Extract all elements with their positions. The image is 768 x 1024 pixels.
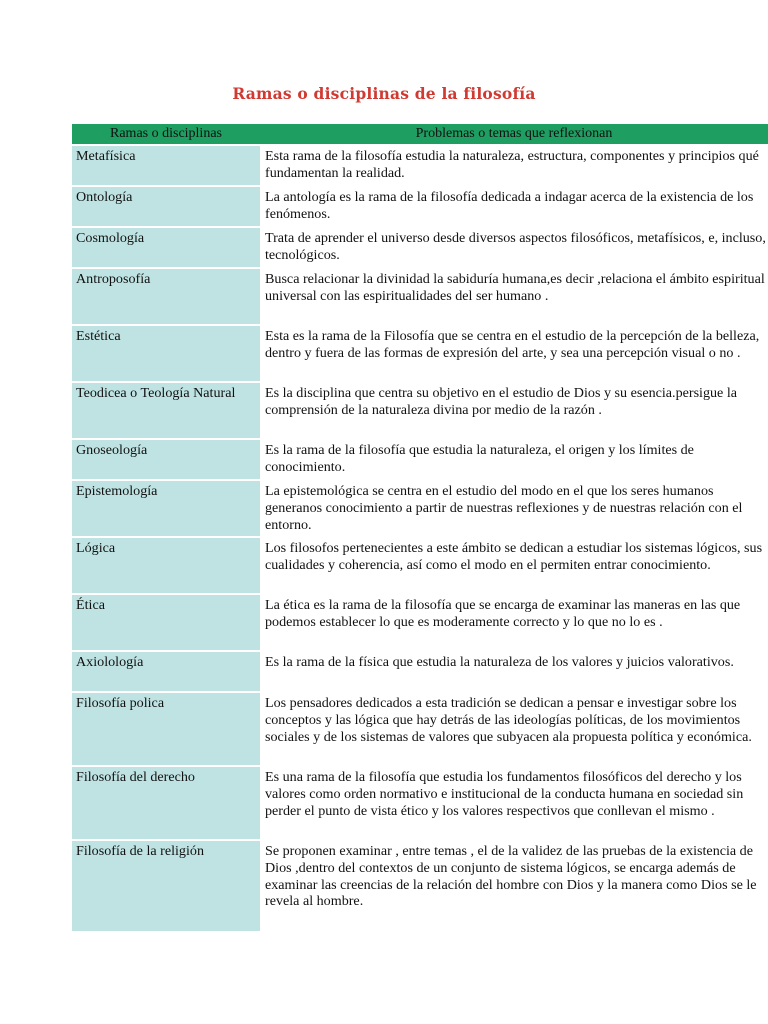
topic-cell: La ética es la rama de la filosofía que se encarga de examinar las maneras en las que podemos establecer lo que es moderamente correcto y lo que no lo es . bbox=[260, 595, 768, 650]
topic-cell: Esta rama de la filosofía estudia la naturaleza, estructura, componentes y principios qué fundamentan la realidad. bbox=[260, 146, 768, 185]
branch-cell: Teodicea o Teología Natural bbox=[72, 383, 260, 438]
table-body bbox=[72, 146, 768, 931]
table-row bbox=[72, 187, 768, 226]
branch-cell: Filosofía polica bbox=[72, 693, 260, 765]
disciplines-table bbox=[72, 122, 768, 933]
topic-cell: Los filosofos pertenecientes a este ámbito se dedican a estudiar los sistemas lógicos, sus cualidades y coherencia, así como el modo en el permiten entrar conocimiento. bbox=[260, 538, 768, 593]
header-branches: Ramas o disciplinas bbox=[72, 124, 260, 144]
table-header bbox=[72, 124, 768, 144]
table-row bbox=[72, 652, 768, 691]
table-row bbox=[72, 481, 768, 536]
branch-cell: Epistemología bbox=[72, 481, 260, 536]
topic-cell: Es una rama de la filosofía que estudia los fundamentos filosóficos del derecho y los valores como orden normativo e institucional de la conducta humana en sociedad sin perder el punto de vista ético y los valores respectivos que conllevan el mismo . bbox=[260, 767, 768, 839]
branch-cell: Gnoseología bbox=[72, 440, 260, 479]
table-row bbox=[72, 538, 768, 593]
topic-cell: La epistemológica se centra en el estudio del modo en el que los seres humanos generanos conocimiento a partir de nuestras reflexiones y de nuestras relación con el entorno. bbox=[260, 481, 768, 536]
branch-cell: Lógica bbox=[72, 538, 260, 593]
topic-cell: Esta es la rama de la Filosofía que se centra en el estudio de la percepción de la belleza, dentro y fuera de las formas de expresión del arte, y sea una percepción visual o no . bbox=[260, 326, 768, 381]
table-row bbox=[72, 693, 768, 765]
topic-cell: Los pensadores dedicados a esta tradición se dedican a pensar e investigar sobre los conceptos y las lógica que hay detrás de las ideologías políticas, de los movimientos sociales y de los sistemas de valores que subyacen ala propuesta política y económica. bbox=[260, 693, 768, 765]
table-row bbox=[72, 440, 768, 479]
table-row bbox=[72, 595, 768, 650]
branch-cell: Ontología bbox=[72, 187, 260, 226]
topic-cell: Es la disciplina que centra su objetivo en el estudio de Dios y su esencia.persigue la comprensión de la naturaleza divina por medio de la razón . bbox=[260, 383, 768, 438]
document-title: Ramas o disciplinas de la filosofía bbox=[232, 84, 536, 103]
table-row bbox=[72, 146, 768, 185]
topic-cell: Trata de aprender el universo desde diversos aspectos filosóficos, metafísicos, e, incluso, tecnológicos. bbox=[260, 228, 768, 267]
branch-cell: Filosofía de la religión bbox=[72, 841, 260, 931]
topic-cell: Es la rama de la física que estudia la naturaleza de los valores y juicios valorativos. bbox=[260, 652, 768, 691]
topic-cell: Busca relacionar la divinidad la sabiduría humana,es decir ,relaciona el ámbito espiritual universal con las espiritualidades del ser humano . bbox=[260, 269, 768, 324]
table-row bbox=[72, 326, 768, 381]
branch-cell: Cosmología bbox=[72, 228, 260, 267]
branch-cell: Axiolología bbox=[72, 652, 260, 691]
branch-cell: Antroposofía bbox=[72, 269, 260, 324]
branch-cell: Estética bbox=[72, 326, 260, 381]
table-row bbox=[72, 841, 768, 931]
table-row bbox=[72, 228, 768, 267]
branch-cell: Ética bbox=[72, 595, 260, 650]
table-row bbox=[72, 767, 768, 839]
topic-cell: Es la rama de la filosofía que estudia la naturaleza, el origen y los límites de conocimiento. bbox=[260, 440, 768, 479]
branch-cell: Filosofía del derecho bbox=[72, 767, 260, 839]
table-row bbox=[72, 269, 768, 324]
header-topics: Problemas o temas que reflexionan bbox=[260, 124, 768, 144]
branch-cell: Metafísica bbox=[72, 146, 260, 185]
table-row bbox=[72, 383, 768, 438]
table-header-row bbox=[72, 124, 768, 144]
topic-cell: Se proponen examinar , entre temas , el de la validez de las pruebas de la existencia de Dios ,dentro del contextos de un conjunto de sistema lógicos, se encarga además de examinar las creencias de la relación del hombre con Dios y la manera como Dios se le revela al hombre. bbox=[260, 841, 768, 931]
topic-cell: La antología es la rama de la filosofía dedicada a indagar acerca de la existencia de los fenómenos. bbox=[260, 187, 768, 226]
